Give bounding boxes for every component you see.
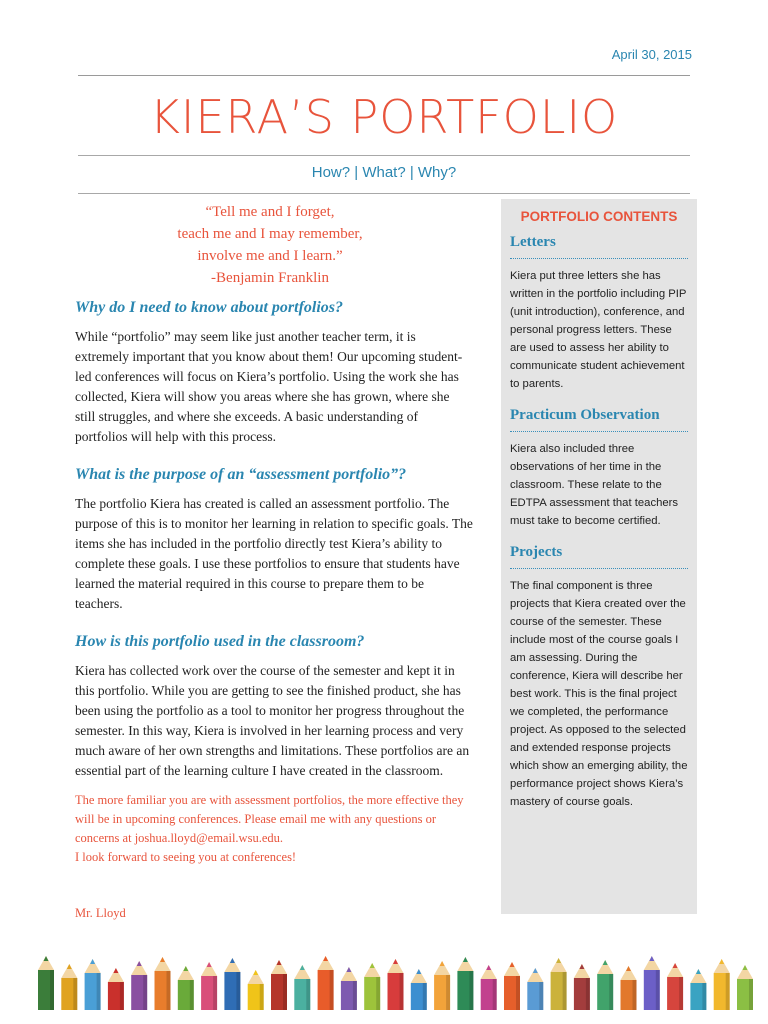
title-divider [78, 155, 690, 156]
pencil-icon [201, 962, 217, 1010]
pencil-icon [481, 965, 497, 1010]
pencil-icon [690, 969, 706, 1010]
section-heading-classroom: How is this portfolio used in the classroom? [75, 633, 365, 650]
quote-line: “Tell me and I forget, [205, 204, 335, 220]
dotted-divider [510, 258, 688, 259]
pencil-icon [667, 963, 683, 1010]
quote-line: involve me and I learn.” [197, 248, 343, 264]
sidebar-section-projects [501, 544, 697, 811]
section-body-why: While “portfolio” may seem like just another teacher term, it is extremely important that you know about them! Our upcoming student-led conferences will focus on Kiera’s portfolio. Using the work she has collected, Kiera will show you areas where she has grown, where she still struggles, and where she exceeds. A basic understanding of portfolios will help with this process. [75, 329, 463, 444]
pencil-icon [61, 964, 77, 1010]
closing-farewell: I look forward to seeing you at conferences! [75, 850, 297, 864]
main-content [75, 298, 473, 877]
pencil-icon [85, 959, 101, 1010]
pencil-icon [108, 968, 124, 1010]
page-title: KIERA’S PORTFOLIO [149, 90, 619, 144]
sidebar-heading: Practicum Observation [510, 407, 660, 423]
top-divider [78, 75, 690, 76]
pencil-icon [551, 958, 567, 1010]
sidebar-body: The final component is three projects that Kiera created over the course of the semester. These include most of the course goals I am assessing. During the conference, Kiera will describe her best work. This is the final project we completed, the performance project. As opposed to the selected and extended response projects which show an emerging ability, the performance project shows Kiera’s mastery of course goals. [510, 580, 688, 808]
tagline-divider [78, 193, 690, 194]
sidebar-heading: Projects [510, 544, 563, 560]
sidebar-section-letters [501, 234, 697, 393]
pencil-icon [341, 967, 357, 1010]
dotted-divider [510, 431, 688, 432]
pencil-icon [224, 958, 240, 1010]
quote-author: -Benjamin Franklin [211, 270, 329, 286]
pencil-icon [248, 970, 264, 1010]
pencil-icon [388, 959, 404, 1010]
closing-message [75, 791, 473, 867]
quote-line: teach me and I may remember, [177, 226, 363, 242]
sidebar-heading: Letters [510, 234, 556, 250]
sidebar-body: Kiera put three letters she has written in the portfolio including PIP (unit introduction), conference, and personal progress letters. These are used to assess her ability to communicate student achievement to parents. [510, 270, 687, 390]
pencil-icon [294, 965, 310, 1010]
pencil-icon [318, 956, 334, 1010]
pencil-icon [644, 956, 660, 1010]
sidebar-body: Kiera also included three observations of her time in the classroom. These relate to the EDTPA assessment that teachers must take to become certified. [510, 443, 679, 527]
quote [130, 201, 410, 289]
tagline: How? | What? | Why? [311, 164, 457, 181]
pencil-icon [457, 957, 473, 1010]
date: April 30, 2015 [611, 47, 692, 62]
pencil-icon [597, 960, 613, 1010]
pencil-icon [364, 963, 380, 1010]
pencil-icon [714, 959, 730, 1010]
pencil-icon [178, 966, 194, 1010]
sidebar-title: PORTFOLIO CONTENTS [520, 209, 678, 224]
section-body-purpose: The portfolio Kiera has created is called an assessment portfolio. The purpose of this is to monitor her learning in relation to specific goals. The items she has included in the portfolio directly test Kiera’s ability to complete these goals. I use these portfolios to ensure that students have learned the material required in this course to prepare them to be teachers. [75, 496, 473, 611]
sidebar-section-practicum [501, 407, 697, 530]
pencil-icon [271, 960, 287, 1010]
pencil-icon [131, 961, 147, 1010]
dotted-divider [510, 568, 688, 569]
pencil-icon [574, 964, 590, 1010]
section-body-classroom: Kiera has collected work over the course of the semester and kept it in this portfolio. While you are getting to see the finished product, she has been using the portfolio as a tool to monitor her progress throughout the semester. In this way, Kiera is involved in her learning process and very much aware of her own strengths and limitations. These portfolios are an essential part of the learning culture I have created in the classroom. [75, 663, 470, 778]
pencil-icon [411, 969, 427, 1010]
section-heading-purpose: What is the purpose of an “assessment portfolio”? [75, 466, 407, 483]
pencil-icon [621, 966, 637, 1010]
pencil-icon [737, 965, 753, 1010]
closing-text: The more familiar you are with assessment portfolios, the more effective they will be in upcoming conferences. Please email me with any questions or concerns at joshua.lloyd@email.wsu.edu. [75, 793, 464, 845]
signature: Mr. Lloyd [75, 906, 126, 920]
portfolio-contents-sidebar [501, 199, 697, 914]
pencil-icon [38, 956, 54, 1010]
pencil-icon [527, 968, 543, 1010]
pencil-icon [155, 957, 171, 1010]
pencil-icon [434, 961, 450, 1010]
colored-pencils-border [0, 950, 768, 1010]
section-heading-why: Why do I need to know about portfolios? [75, 299, 344, 316]
pencil-icon [504, 962, 520, 1010]
